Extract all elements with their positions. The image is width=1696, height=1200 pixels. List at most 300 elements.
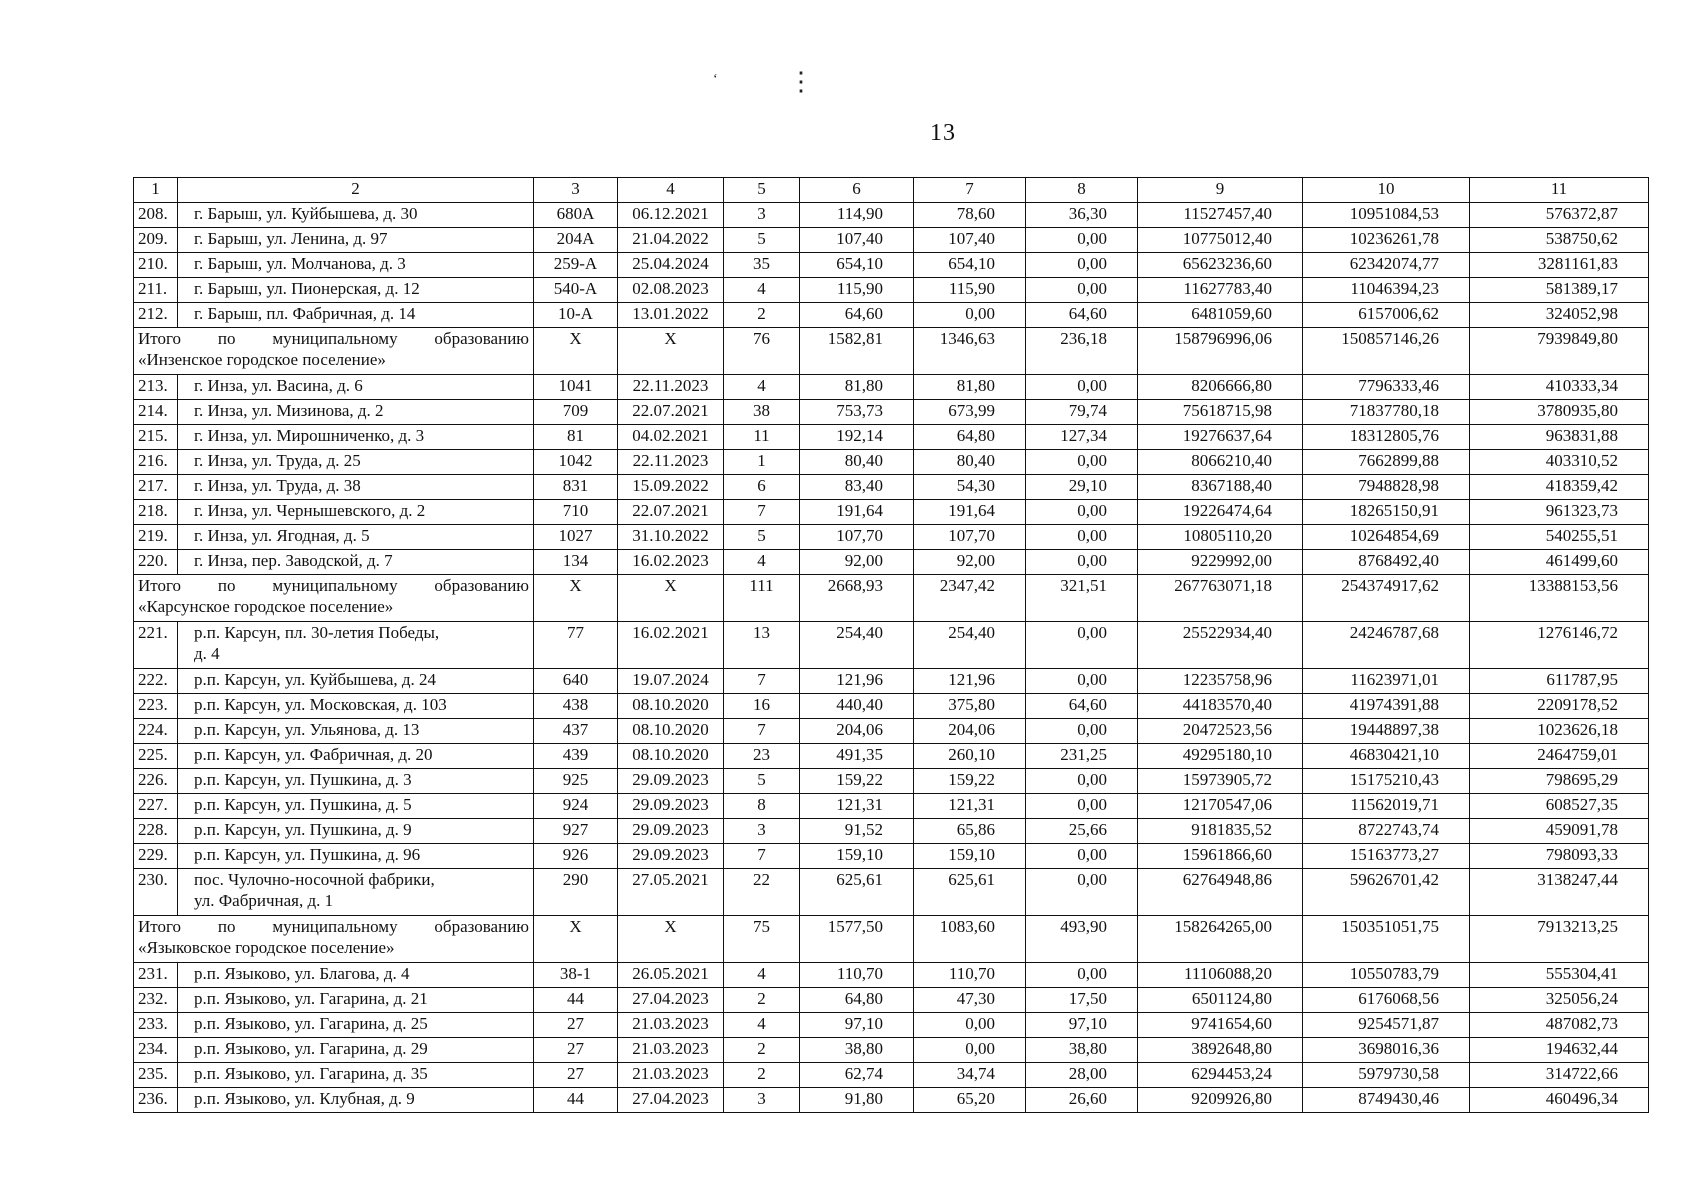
- header-cell: 7: [914, 178, 1026, 203]
- value-cell: 21.03.2023: [618, 1038, 724, 1063]
- value-cell: 121,31: [800, 794, 914, 819]
- row-number: 213.: [134, 375, 178, 400]
- address-line2: ул. Фабричная, д. 1: [194, 891, 334, 910]
- address-cell: [178, 1063, 534, 1088]
- value-cell: 38-1: [534, 963, 618, 988]
- row-number: 227.: [134, 794, 178, 819]
- value-cell: 107,70: [800, 525, 914, 550]
- value-cell: 20472523,56: [1138, 719, 1303, 744]
- value-cell: 1041: [534, 375, 618, 400]
- value-cell: 110,70: [800, 963, 914, 988]
- value-cell: 8: [724, 794, 800, 819]
- row-number: 232.: [134, 988, 178, 1013]
- value-cell: 22.07.2021: [618, 400, 724, 425]
- address-cell: [178, 1013, 534, 1038]
- row-number: 230.: [134, 869, 178, 916]
- address-cell: [178, 425, 534, 450]
- value-cell: 59626701,42: [1303, 869, 1470, 916]
- value-cell: 961323,73: [1470, 500, 1649, 525]
- value-cell: 92,00: [800, 550, 914, 575]
- value-cell: 0,00: [1026, 869, 1138, 916]
- value-cell: 127,34: [1026, 425, 1138, 450]
- value-cell: 314722,66: [1470, 1063, 1649, 1088]
- table-row: [134, 844, 1649, 869]
- value-cell: 62764948,86: [1138, 869, 1303, 916]
- value-cell: 753,73: [800, 400, 914, 425]
- value-cell: 6294453,24: [1138, 1063, 1303, 1088]
- value-cell: 7: [724, 500, 800, 525]
- scan-mark-top: ⋮: [788, 67, 814, 96]
- address-cell: [178, 203, 534, 228]
- value-cell: 65623236,60: [1138, 253, 1303, 278]
- value-cell: 17,50: [1026, 988, 1138, 1013]
- value-cell: 107,70: [914, 525, 1026, 550]
- value-cell: 254,40: [914, 622, 1026, 669]
- header-cell: 10: [1303, 178, 1470, 203]
- value-cell: 0,00: [1026, 669, 1138, 694]
- row-number: 224.: [134, 719, 178, 744]
- table-row: [134, 794, 1649, 819]
- value-cell: 16.02.2021: [618, 622, 724, 669]
- value-cell: 35: [724, 253, 800, 278]
- table-row: [134, 622, 1649, 669]
- value-cell: 0,00: [914, 303, 1026, 328]
- value-cell: 25.04.2024: [618, 253, 724, 278]
- value-cell: 65,86: [914, 819, 1026, 844]
- value-cell: 0,00: [1026, 550, 1138, 575]
- value-cell: 81,80: [800, 375, 914, 400]
- value-cell: 19448897,38: [1303, 719, 1470, 744]
- value-cell: 44: [534, 988, 618, 1013]
- value-cell: 97,10: [800, 1013, 914, 1038]
- value-cell: 1276146,72: [1470, 622, 1649, 669]
- value-cell: 555304,41: [1470, 963, 1649, 988]
- address-cell: [178, 719, 534, 744]
- row-number: 234.: [134, 1038, 178, 1063]
- value-cell: 0,00: [1026, 719, 1138, 744]
- row-number: 219.: [134, 525, 178, 550]
- value-cell: 11: [724, 425, 800, 450]
- value-cell: 680А: [534, 203, 618, 228]
- value-cell: 625,61: [800, 869, 914, 916]
- value-cell: 11106088,20: [1138, 963, 1303, 988]
- value-cell: 540255,51: [1470, 525, 1649, 550]
- value-cell: 710: [534, 500, 618, 525]
- value-cell: 10775012,40: [1138, 228, 1303, 253]
- value-cell: 2: [724, 303, 800, 328]
- table-row: [134, 500, 1649, 525]
- subtotal-label-line2: «Инзенское городское поселение»: [138, 350, 386, 369]
- value-cell: 29.09.2023: [618, 819, 724, 844]
- value-cell: 15973905,72: [1138, 769, 1303, 794]
- value-cell: 0,00: [1026, 794, 1138, 819]
- table-row: [134, 988, 1649, 1013]
- value-cell: 4: [724, 1013, 800, 1038]
- row-number: 222.: [134, 669, 178, 694]
- subtotal-value: 75: [724, 916, 800, 963]
- value-cell: 49295180,10: [1138, 744, 1303, 769]
- value-cell: 08.10.2020: [618, 694, 724, 719]
- value-cell: 04.02.2021: [618, 425, 724, 450]
- value-cell: 6: [724, 475, 800, 500]
- subtotal-row: [134, 575, 1649, 622]
- value-cell: 11527457,40: [1138, 203, 1303, 228]
- value-cell: 19.07.2024: [618, 669, 724, 694]
- value-cell: 3780935,80: [1470, 400, 1649, 425]
- value-cell: 159,22: [914, 769, 1026, 794]
- value-cell: 22: [724, 869, 800, 916]
- value-cell: 15163773,27: [1303, 844, 1470, 869]
- header-cell: 1: [134, 178, 178, 203]
- row-number: 223.: [134, 694, 178, 719]
- subtotal-label: [134, 575, 534, 622]
- row-number: 221.: [134, 622, 178, 669]
- value-cell: 91,80: [800, 1088, 914, 1113]
- value-cell: 5: [724, 228, 800, 253]
- value-cell: 91,52: [800, 819, 914, 844]
- subtotal-label-line1: Итого по муниципальному образованию: [138, 576, 529, 595]
- value-cell: 0,00: [1026, 253, 1138, 278]
- value-cell: 4: [724, 375, 800, 400]
- subtotal-value: 321,51: [1026, 575, 1138, 622]
- value-cell: 10236261,78: [1303, 228, 1470, 253]
- value-cell: 75618715,98: [1138, 400, 1303, 425]
- subtotal-row: [134, 916, 1649, 963]
- value-cell: 10951084,53: [1303, 203, 1470, 228]
- value-cell: 491,35: [800, 744, 914, 769]
- value-cell: 8768492,40: [1303, 550, 1470, 575]
- table-row: [134, 278, 1649, 303]
- subtotal-value: 150857146,26: [1303, 328, 1470, 375]
- table-row: [134, 869, 1649, 916]
- row-number: 215.: [134, 425, 178, 450]
- value-cell: 625,61: [914, 869, 1026, 916]
- value-cell: 194632,44: [1470, 1038, 1649, 1063]
- page-number: 13: [930, 120, 956, 146]
- value-cell: 92,00: [914, 550, 1026, 575]
- value-cell: 709: [534, 400, 618, 425]
- value-cell: 7948828,98: [1303, 475, 1470, 500]
- value-cell: 107,40: [914, 228, 1026, 253]
- address-cell: [178, 869, 534, 916]
- address-line2: д. 4: [194, 644, 220, 663]
- value-cell: 10-А: [534, 303, 618, 328]
- row-number: 212.: [134, 303, 178, 328]
- value-cell: 254,40: [800, 622, 914, 669]
- value-cell: 25522934,40: [1138, 622, 1303, 669]
- row-number: 233.: [134, 1013, 178, 1038]
- value-cell: 3281161,83: [1470, 253, 1649, 278]
- subtotal-label: [134, 916, 534, 963]
- value-cell: 11627783,40: [1138, 278, 1303, 303]
- address-cell: [178, 550, 534, 575]
- value-cell: 12170547,06: [1138, 794, 1303, 819]
- value-cell: 6481059,60: [1138, 303, 1303, 328]
- table-row: [134, 475, 1649, 500]
- value-cell: 231,25: [1026, 744, 1138, 769]
- address-cell: [178, 1038, 534, 1063]
- value-cell: 325056,24: [1470, 988, 1649, 1013]
- value-cell: 79,74: [1026, 400, 1138, 425]
- value-cell: 54,30: [914, 475, 1026, 500]
- value-cell: 461499,60: [1470, 550, 1649, 575]
- value-cell: 9181835,52: [1138, 819, 1303, 844]
- value-cell: 259-А: [534, 253, 618, 278]
- subtotal-row: [134, 328, 1649, 375]
- table-row: [134, 819, 1649, 844]
- address-line1: г. Инза, ул. Мизинова, д. 2: [194, 401, 384, 420]
- subtotal-value: 150351051,75: [1303, 916, 1470, 963]
- table-row: [134, 694, 1649, 719]
- address-cell: [178, 844, 534, 869]
- value-cell: 403310,52: [1470, 450, 1649, 475]
- value-cell: 7: [724, 844, 800, 869]
- table-row: [134, 450, 1649, 475]
- subtotal-value: 76: [724, 328, 800, 375]
- value-cell: 0,00: [1026, 769, 1138, 794]
- value-cell: 260,10: [914, 744, 1026, 769]
- address-cell: [178, 819, 534, 844]
- value-cell: 27: [534, 1038, 618, 1063]
- address-line1: г. Инза, ул. Труда, д. 38: [194, 476, 361, 495]
- table-row: [134, 744, 1649, 769]
- value-cell: 6501124,80: [1138, 988, 1303, 1013]
- value-cell: 21.03.2023: [618, 1013, 724, 1038]
- value-cell: 121,31: [914, 794, 1026, 819]
- value-cell: 28,00: [1026, 1063, 1138, 1088]
- value-cell: 611787,95: [1470, 669, 1649, 694]
- value-cell: 16.02.2023: [618, 550, 724, 575]
- row-number: 220.: [134, 550, 178, 575]
- value-cell: 4: [724, 963, 800, 988]
- address-cell: [178, 500, 534, 525]
- value-cell: 65,20: [914, 1088, 1026, 1113]
- address-line1: г. Инза, пер. Заводской, д. 7: [194, 551, 393, 570]
- value-cell: 439: [534, 744, 618, 769]
- row-number: 226.: [134, 769, 178, 794]
- value-cell: 64,80: [800, 988, 914, 1013]
- subtotal-value: Х: [618, 328, 724, 375]
- address-line1: г. Барыш, ул. Куйбышева, д. 30: [194, 204, 418, 223]
- value-cell: 0,00: [1026, 228, 1138, 253]
- subtotal-label-line2: «Карсунское городское поселение»: [138, 597, 394, 616]
- value-cell: 0,00: [1026, 375, 1138, 400]
- value-cell: 29.09.2023: [618, 769, 724, 794]
- value-cell: 110,70: [914, 963, 1026, 988]
- table-row: [134, 425, 1649, 450]
- subtotal-value: 1577,50: [800, 916, 914, 963]
- value-cell: 44: [534, 1088, 618, 1113]
- value-cell: 1027: [534, 525, 618, 550]
- header-cell: 6: [800, 178, 914, 203]
- value-cell: 6157006,62: [1303, 303, 1470, 328]
- address-cell: [178, 303, 534, 328]
- subtotal-value: Х: [618, 575, 724, 622]
- value-cell: 191,64: [800, 500, 914, 525]
- value-cell: 6176068,56: [1303, 988, 1470, 1013]
- value-cell: 0,00: [1026, 525, 1138, 550]
- register-table: [133, 177, 1649, 1113]
- value-cell: 78,60: [914, 203, 1026, 228]
- value-cell: 77: [534, 622, 618, 669]
- value-cell: 62342074,77: [1303, 253, 1470, 278]
- value-cell: 3: [724, 203, 800, 228]
- value-cell: 5: [724, 769, 800, 794]
- value-cell: 22.11.2023: [618, 450, 724, 475]
- value-cell: 27: [534, 1013, 618, 1038]
- row-number: 218.: [134, 500, 178, 525]
- address-line1: р.п. Карсун, ул. Фабричная, д. 20: [194, 745, 433, 764]
- subtotal-label: [134, 328, 534, 375]
- value-cell: 47,30: [914, 988, 1026, 1013]
- address-line1: р.п. Карсун, ул. Куйбышева, д. 24: [194, 670, 437, 689]
- value-cell: 27.05.2021: [618, 869, 724, 916]
- value-cell: 8722743,74: [1303, 819, 1470, 844]
- value-cell: 0,00: [1026, 963, 1138, 988]
- table-row: [134, 719, 1649, 744]
- subtotal-value: 1582,81: [800, 328, 914, 375]
- row-number: 209.: [134, 228, 178, 253]
- value-cell: 13.01.2022: [618, 303, 724, 328]
- value-cell: 71837780,18: [1303, 400, 1470, 425]
- value-cell: 1: [724, 450, 800, 475]
- value-cell: 0,00: [1026, 844, 1138, 869]
- value-cell: 0,00: [914, 1013, 1026, 1038]
- value-cell: 924: [534, 794, 618, 819]
- value-cell: 375,80: [914, 694, 1026, 719]
- value-cell: 4: [724, 278, 800, 303]
- address-cell: [178, 622, 534, 669]
- address-line1: г. Барыш, ул. Ленина, д. 97: [194, 229, 388, 248]
- address-line1: г. Инза, ул. Мирошниченко, д. 3: [194, 426, 425, 445]
- address-line1: р.п. Карсун, ул. Ульянова, д. 13: [194, 720, 420, 739]
- value-cell: 159,22: [800, 769, 914, 794]
- value-cell: 26,60: [1026, 1088, 1138, 1113]
- address-cell: [178, 228, 534, 253]
- value-cell: 540-А: [534, 278, 618, 303]
- address-cell: [178, 963, 534, 988]
- row-number: 210.: [134, 253, 178, 278]
- value-cell: 191,64: [914, 500, 1026, 525]
- subtotal-value: 2347,42: [914, 575, 1026, 622]
- header-cell: 8: [1026, 178, 1138, 203]
- value-cell: 115,90: [914, 278, 1026, 303]
- address-line1: г. Инза, ул. Васина, д. 6: [194, 376, 363, 395]
- value-cell: 64,60: [1026, 303, 1138, 328]
- address-line1: г. Инза, ул. Чернышевского, д. 2: [194, 501, 426, 520]
- value-cell: 204,06: [800, 719, 914, 744]
- value-cell: 21.03.2023: [618, 1063, 724, 1088]
- value-cell: 159,10: [800, 844, 914, 869]
- address-cell: [178, 988, 534, 1013]
- value-cell: 10805110,20: [1138, 525, 1303, 550]
- address-line1: р.п. Языково, ул. Гагарина, д. 35: [194, 1064, 428, 1083]
- table-row: [134, 400, 1649, 425]
- value-cell: 41974391,88: [1303, 694, 1470, 719]
- subtotal-value: 7939849,80: [1470, 328, 1649, 375]
- value-cell: 159,10: [914, 844, 1026, 869]
- header-cell: 2: [178, 178, 534, 203]
- value-cell: 107,40: [800, 228, 914, 253]
- value-cell: 115,90: [800, 278, 914, 303]
- value-cell: 11623971,01: [1303, 669, 1470, 694]
- value-cell: 831: [534, 475, 618, 500]
- value-cell: 7: [724, 719, 800, 744]
- value-cell: 8206666,80: [1138, 375, 1303, 400]
- value-cell: 418359,42: [1470, 475, 1649, 500]
- subtotal-label-line2: «Языковское городское поселение»: [138, 938, 395, 957]
- value-cell: 114,90: [800, 203, 914, 228]
- value-cell: 16: [724, 694, 800, 719]
- value-cell: 62,74: [800, 1063, 914, 1088]
- address-line1: пос. Чулочно-носочной фабрики,: [194, 870, 435, 889]
- row-number: 229.: [134, 844, 178, 869]
- value-cell: 64,60: [800, 303, 914, 328]
- value-cell: 31.10.2022: [618, 525, 724, 550]
- address-line1: г. Инза, ул. Труда, д. 25: [194, 451, 361, 470]
- value-cell: 438: [534, 694, 618, 719]
- value-cell: 608527,35: [1470, 794, 1649, 819]
- value-cell: 27: [534, 1063, 618, 1088]
- value-cell: 08.10.2020: [618, 719, 724, 744]
- value-cell: 11046394,23: [1303, 278, 1470, 303]
- subtotal-value: 2668,93: [800, 575, 914, 622]
- subtotal-value: 7913213,25: [1470, 916, 1649, 963]
- value-cell: 64,60: [1026, 694, 1138, 719]
- address-cell: [178, 1088, 534, 1113]
- value-cell: 1023626,18: [1470, 719, 1649, 744]
- value-cell: 23: [724, 744, 800, 769]
- address-line1: р.п. Карсун, ул. Пушкина, д. 96: [194, 845, 421, 864]
- value-cell: 290: [534, 869, 618, 916]
- value-cell: 121,96: [800, 669, 914, 694]
- value-cell: 581389,17: [1470, 278, 1649, 303]
- address-line1: р.п. Языково, ул. Гагарина, д. 29: [194, 1039, 428, 1058]
- value-cell: 26.05.2021: [618, 963, 724, 988]
- value-cell: 29,10: [1026, 475, 1138, 500]
- table-row: [134, 303, 1649, 328]
- address-cell: [178, 744, 534, 769]
- value-cell: 134: [534, 550, 618, 575]
- value-cell: 22.11.2023: [618, 375, 724, 400]
- value-cell: 324052,98: [1470, 303, 1649, 328]
- row-number: 211.: [134, 278, 178, 303]
- value-cell: 538750,62: [1470, 228, 1649, 253]
- subtotal-label-line1: Итого по муниципальному образованию: [138, 329, 529, 348]
- value-cell: 10264854,69: [1303, 525, 1470, 550]
- value-cell: 2: [724, 1038, 800, 1063]
- subtotal-value: Х: [534, 328, 618, 375]
- address-cell: [178, 769, 534, 794]
- address-line1: р.п. Карсун, ул. Пушкина, д. 9: [194, 820, 412, 839]
- value-cell: 654,10: [914, 253, 1026, 278]
- row-number: 208.: [134, 203, 178, 228]
- address-cell: [178, 375, 534, 400]
- value-cell: 927: [534, 819, 618, 844]
- value-cell: 9229992,00: [1138, 550, 1303, 575]
- row-number: 225.: [134, 744, 178, 769]
- value-cell: 640: [534, 669, 618, 694]
- table-row: [134, 375, 1649, 400]
- address-cell: [178, 794, 534, 819]
- address-line1: г. Инза, ул. Ягодная, д. 5: [194, 526, 370, 545]
- subtotal-value: 236,18: [1026, 328, 1138, 375]
- value-cell: 5: [724, 525, 800, 550]
- row-number: 231.: [134, 963, 178, 988]
- subtotal-value: 1346,63: [914, 328, 1026, 375]
- subtotal-value: 158264265,00: [1138, 916, 1303, 963]
- subtotal-value: 493,90: [1026, 916, 1138, 963]
